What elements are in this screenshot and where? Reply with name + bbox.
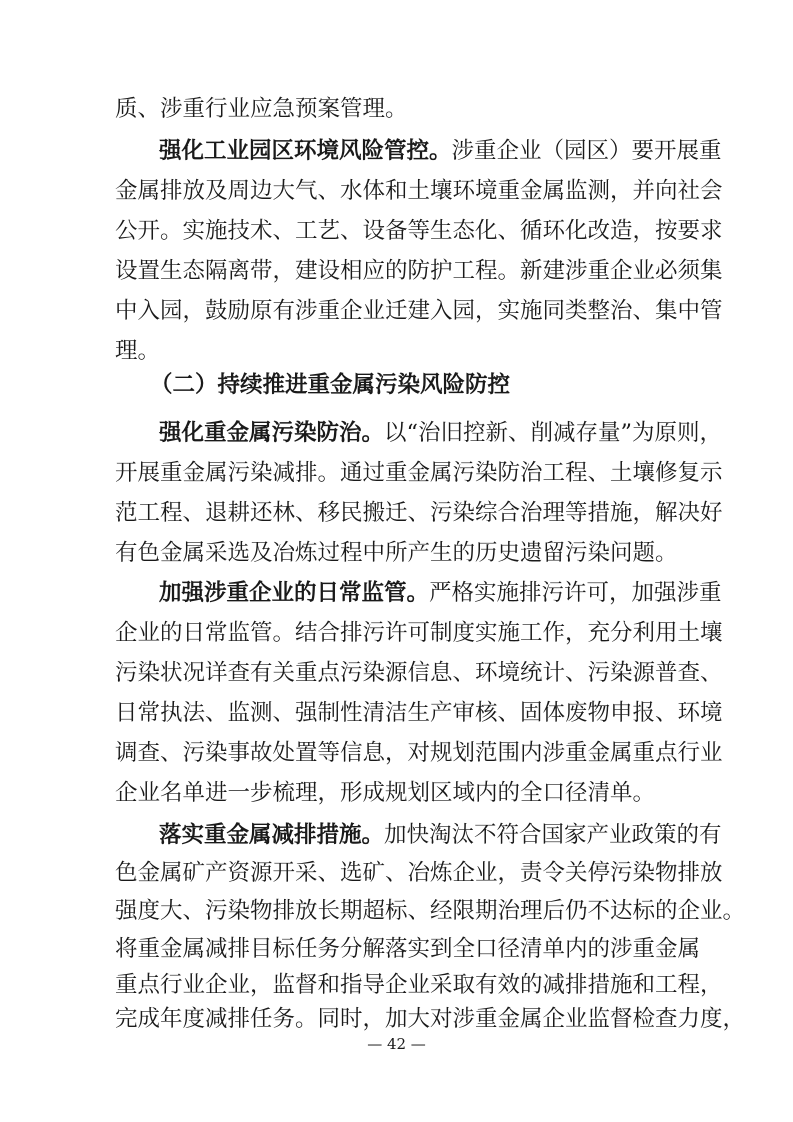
text-line: 污染状况详查有关重点污染源信息、环境统计、污染源普查、	[115, 660, 723, 686]
section-heading: （二）持续推进重金属污染风险防控	[150, 372, 511, 398]
text-line: 设置生态隔离带，建设相应的防护工程。新建涉重企业必须集	[115, 258, 723, 284]
text-line: 色金属矿产资源开采、选矿、冶炼企业，责令关停污染物排放	[115, 860, 723, 886]
text-line: 理。	[115, 338, 161, 364]
paragraph-heading: 落实重金属减排措施。	[159, 822, 385, 848]
text-line: 重点行业企业，监督和指导企业采取有效的减排措施和工程，	[115, 972, 723, 998]
paragraph-heading: 强化工业园区环境风险管控。	[159, 138, 452, 164]
paragraph-start-line: 落实重金属减排措施。加快淘汰不符合国家产业政策的有	[159, 822, 722, 848]
text-line: 强度大、污染物排放长期超标、经限期治理后仍不达标的企业。	[115, 898, 746, 924]
text-line: 企业的日常监管。结合排污许可制度实施工作，充分利用土壤	[115, 620, 723, 646]
text-line: 质、涉重行业应急预案管理。	[115, 96, 408, 122]
text-line: 将重金属减排目标任务分解落实到全口径清单内的涉重金属	[115, 936, 701, 962]
paragraph-start-line: 强化重金属污染防治。以“治旧控新、削减存量”为原则，	[159, 420, 723, 446]
paragraph-heading: 加强涉重企业的日常监管。	[159, 580, 430, 606]
text-line: 开展重金属污染减排。通过重金属污染防治工程、土壤修复示	[115, 460, 723, 486]
paragraph-heading: 强化重金属污染防治。	[159, 420, 385, 446]
text-line: 有色金属采选及冶炼过程中所产生的历史遗留污染问题。	[115, 540, 678, 566]
text-line: 公开。实施技术、工艺、设备等生态化、循环化改造，按要求	[115, 218, 723, 244]
paragraph-start-line: 强化工业园区环境风险管控。涉重企业（园区）要开展重	[159, 138, 722, 164]
text-line: 企业名单进一步梳理，形成规划区域内的全口径清单。	[115, 780, 656, 806]
paragraph-start-line: 加强涉重企业的日常监管。严格实施排污许可，加强涉重	[159, 580, 722, 606]
text-line: 中入园，鼓励原有涉重企业迁建入园，实施同类整治、集中管	[115, 298, 723, 324]
text-line: 金属排放及周边大气、水体和土壤环境重金属监测，并向社会	[115, 178, 723, 204]
page-number: — 42 —	[367, 1035, 426, 1053]
text-line: 调查、污染事故处置等信息，对规划范围内涉重金属重点行业	[115, 740, 723, 766]
text-line: 范工程、退耕还林、移民搬迁、污染综合治理等措施，解决好	[115, 500, 723, 526]
text-line: 完成年度减排任务。同时，加大对涉重金属企业监督检查力度，	[115, 1006, 746, 1032]
text-line: 日常执法、监测、强制性清洁生产审核、固体废物申报、环境	[115, 700, 723, 726]
